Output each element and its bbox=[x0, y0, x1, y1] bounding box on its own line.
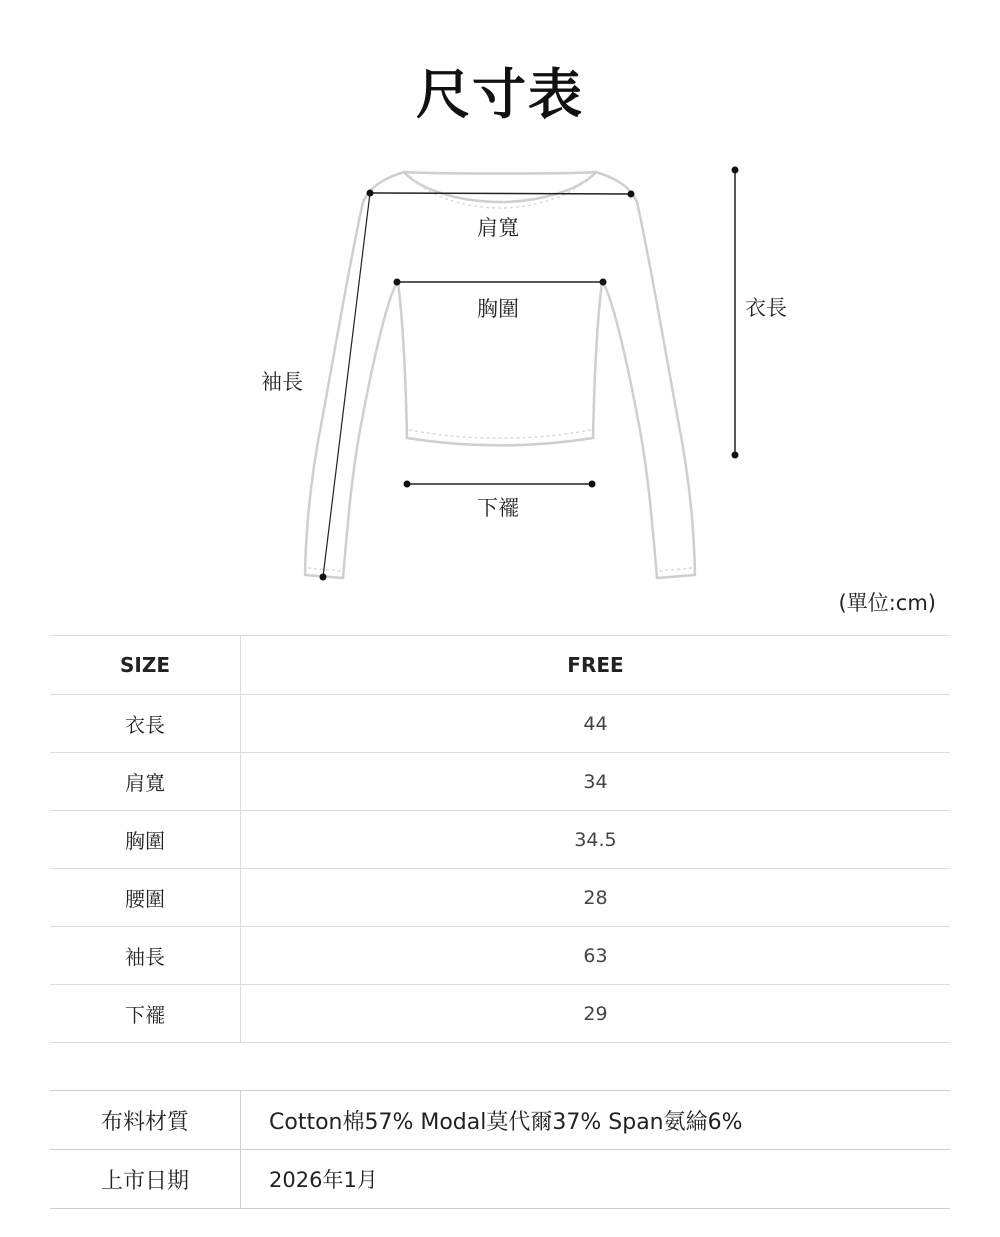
table-row bbox=[50, 927, 950, 985]
sleeve-label: 袖長 bbox=[261, 370, 303, 394]
release-date-label: 上市日期 bbox=[50, 1150, 241, 1209]
table-row bbox=[50, 985, 950, 1043]
table-row bbox=[50, 753, 950, 811]
row-value: 63 bbox=[241, 927, 951, 985]
product-info-table bbox=[50, 1090, 950, 1209]
shoulder-label: 肩寬 bbox=[477, 216, 519, 240]
garment-diagram bbox=[0, 150, 1000, 590]
row-value: 28 bbox=[241, 869, 951, 927]
row-value: 34 bbox=[241, 753, 951, 811]
material-label: 布料材質 bbox=[50, 1091, 241, 1150]
row-value: 44 bbox=[241, 695, 951, 753]
row-value: 34.5 bbox=[241, 811, 951, 869]
row-label: 胸圍 bbox=[50, 811, 241, 869]
size-header-label: SIZE bbox=[50, 636, 241, 695]
row-label: 肩寬 bbox=[50, 753, 241, 811]
hem-label: 下襬 bbox=[477, 496, 519, 520]
table-row bbox=[50, 1091, 950, 1150]
row-label: 袖長 bbox=[50, 927, 241, 985]
table-row bbox=[50, 811, 950, 869]
size-header-free: FREE bbox=[241, 636, 951, 695]
table-row bbox=[50, 869, 950, 927]
row-label: 腰圍 bbox=[50, 869, 241, 927]
table-row bbox=[50, 695, 950, 753]
material-value: Cotton棉57% Modal莫代爾37% Span氨綸6% bbox=[241, 1091, 951, 1150]
chest-label: 胸圍 bbox=[477, 297, 519, 321]
release-date-value: 2026年1月 bbox=[241, 1150, 951, 1209]
size-table bbox=[50, 635, 950, 1043]
table-row bbox=[50, 1150, 950, 1209]
length-label: 衣長 bbox=[745, 296, 787, 320]
row-value: 29 bbox=[241, 985, 951, 1043]
unit-note: (單位:cm) bbox=[838, 591, 936, 615]
size-table-header bbox=[50, 636, 950, 695]
page-title: 尺寸表 bbox=[416, 63, 584, 126]
row-label: 下襬 bbox=[50, 985, 241, 1043]
row-label: 衣長 bbox=[50, 695, 241, 753]
